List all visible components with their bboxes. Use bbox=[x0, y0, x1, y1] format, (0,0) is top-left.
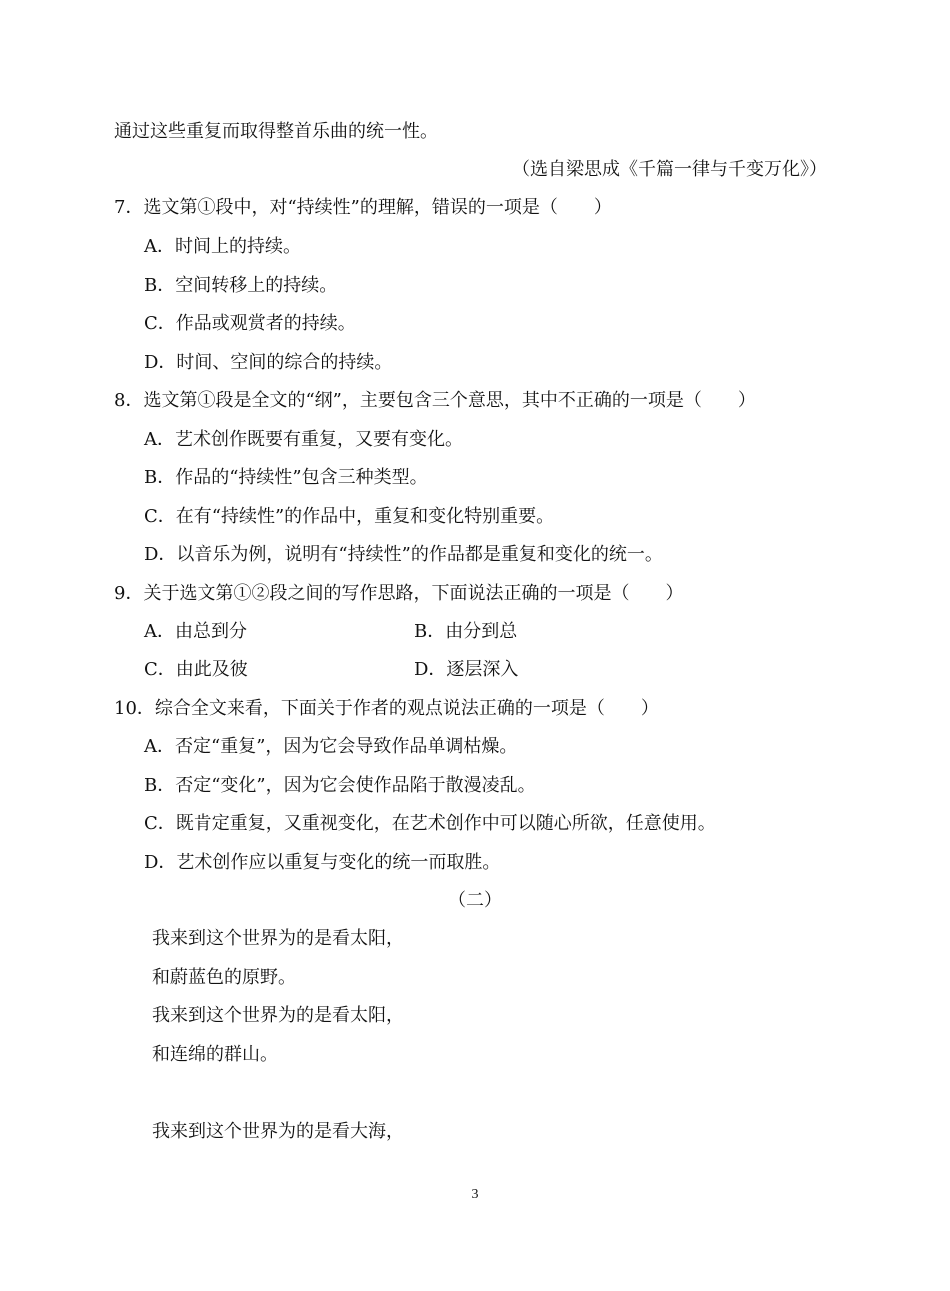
section-heading: （二） bbox=[448, 890, 502, 911]
question-9-option-c: C．由此及彼 bbox=[144, 659, 248, 680]
question-10-stem: 10．综合全文来看，下面关于作者的观点说法正确的一项是（ ） bbox=[114, 698, 659, 719]
question-7-option-d: D．时间、空间的综合的持续。 bbox=[144, 352, 393, 373]
poem-line-3: 我来到这个世界为的是看太阳， bbox=[152, 1005, 404, 1026]
question-10-option-d: D．艺术创作应以重复与变化的统一而取胜。 bbox=[144, 852, 501, 873]
question-9-option-d: D．逐层深入 bbox=[414, 659, 519, 680]
question-9-option-b: B．由分到总 bbox=[414, 621, 518, 642]
question-7-option-b: B．空间转移上的持续。 bbox=[144, 275, 338, 296]
question-8-stem: 8．选文第①段是全文的“纲”，主要包含三个意思，其中不正确的一项是（ ） bbox=[114, 390, 756, 411]
source-citation: （选自梁思成《千篇一律与千变万化》） bbox=[512, 159, 827, 180]
question-9-stem: 9．关于选文第①②段之间的写作思路，下面说法正确的一项是（ ） bbox=[114, 583, 684, 604]
question-10-option-b: B．否定“变化”，因为它会使作品陷于散漫凌乱。 bbox=[144, 775, 536, 796]
poem-line-1: 我来到这个世界为的是看太阳， bbox=[152, 928, 404, 949]
poem-line-4: 和连绵的群山。 bbox=[152, 1044, 278, 1065]
poem-line-2: 和蔚蓝色的原野。 bbox=[152, 967, 296, 988]
question-8-option-c: C．在有“持续性”的作品中，重复和变化特别重要。 bbox=[144, 506, 555, 527]
question-9-option-a: A．由总到分 bbox=[144, 621, 247, 642]
question-7-stem: 7．选文第①段中，对“持续性”的理解，错误的一项是（ ） bbox=[114, 197, 612, 218]
poem-line-5: 我来到这个世界为的是看大海， bbox=[152, 1121, 404, 1142]
passage-end: 通过这些重复而取得整首乐曲的统一性。 bbox=[114, 121, 438, 142]
question-10-option-a: A．否定“重复”，因为它会导致作品单调枯燥。 bbox=[144, 736, 518, 757]
question-8-option-d: D．以音乐为例，说明有“持续性”的作品都是重复和变化的统一。 bbox=[144, 544, 663, 565]
question-7-option-c: C．作品或观赏者的持续。 bbox=[144, 313, 356, 334]
question-7-option-a: A．时间上的持续。 bbox=[144, 236, 301, 257]
question-8-option-b: B．作品的“持续性”包含三种类型。 bbox=[144, 467, 428, 488]
question-10-option-c: C．既肯定重复，又重视变化，在艺术创作中可以随心所欲，任意使用。 bbox=[144, 813, 716, 834]
question-8-option-a: A．艺术创作既要有重复，又要有变化。 bbox=[144, 429, 463, 450]
page-number: 3 bbox=[471, 1187, 479, 1202]
